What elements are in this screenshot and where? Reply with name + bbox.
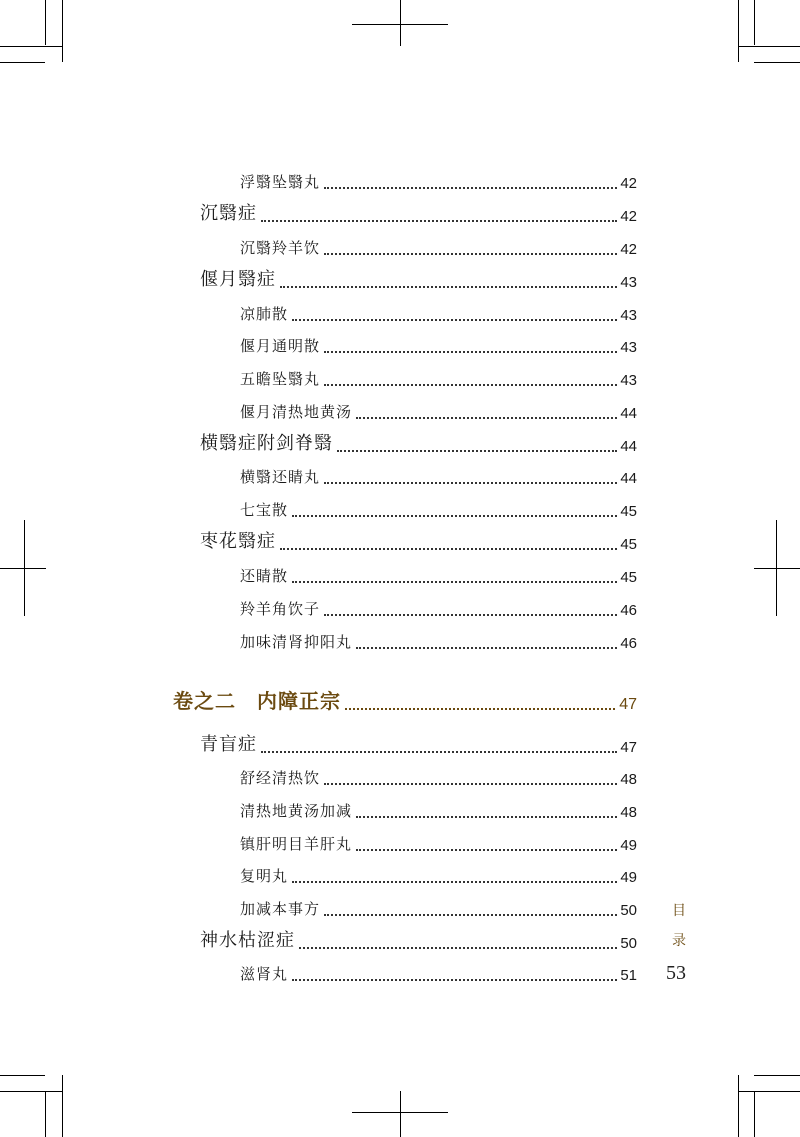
toc-formula-entry — [0, 168, 800, 198]
dot-leader — [261, 220, 617, 222]
toc-entry-title: 枣花翳症 — [200, 527, 278, 553]
toc-entry-title: 横翳症附剑脊翳 — [200, 429, 335, 455]
dot-leader — [324, 614, 617, 616]
toc-entry-page: 46 — [620, 602, 637, 619]
toc-section-entry — [0, 201, 800, 231]
toc-entry-title: 偃月通明散 — [240, 337, 321, 355]
toc-entry-title: 还睛散 — [240, 567, 289, 585]
toc-entry-page: 47 — [620, 739, 637, 756]
dot-leader — [292, 319, 617, 321]
toc-entry-title: 加味清肾抑阳丸 — [240, 633, 353, 651]
dot-leader — [292, 979, 617, 981]
dot-leader — [292, 881, 617, 883]
toc-formula-entry — [0, 332, 800, 362]
toc-entry-page: 49 — [620, 869, 637, 886]
toc-entry-page: 44 — [620, 405, 637, 422]
dot-leader — [292, 581, 617, 583]
toc-entry-page: 44 — [620, 438, 637, 455]
toc-entry-page: 45 — [620, 569, 637, 586]
toc-section-entry — [0, 732, 800, 762]
toc-formula-entry — [0, 300, 800, 330]
dot-leader — [324, 482, 617, 484]
dot-leader — [299, 947, 617, 949]
dot-leader — [261, 751, 617, 753]
toc-formula-entry — [0, 830, 800, 860]
toc-entry-page: 51 — [620, 967, 637, 984]
page-number: 53 — [666, 962, 686, 984]
toc-section-entry — [0, 431, 800, 461]
toc-entry-title: 神水枯涩症 — [200, 926, 297, 952]
toc-entry-title: 七宝散 — [240, 501, 289, 519]
toc-formula-entry — [0, 463, 800, 493]
toc-entry-page: 43 — [620, 339, 637, 356]
toc-entry-title: 偃月清热地黄汤 — [240, 403, 353, 421]
toc-entry-title: 羚羊角饮子 — [240, 600, 321, 618]
toc-entry-title: 沉翳症 — [200, 199, 259, 225]
toc-entry-title: 舒经清热饮 — [240, 769, 321, 787]
toc-entry-page: 48 — [620, 771, 637, 788]
toc-entry-page: 50 — [620, 935, 637, 952]
toc-entry-page: 49 — [620, 837, 637, 854]
toc-entry-title: 复明丸 — [240, 867, 289, 885]
dot-leader — [280, 286, 617, 288]
toc-entry-page: 42 — [620, 175, 637, 192]
toc-entry-title: 清热地黄汤加减 — [240, 802, 353, 820]
toc-formula-entry — [0, 496, 800, 526]
toc-formula-entry — [0, 398, 800, 428]
dot-leader — [324, 384, 617, 386]
toc-section-entry — [0, 529, 800, 559]
toc-formula-entry — [0, 764, 800, 794]
toc-entry-title: 横翳还睛丸 — [240, 468, 321, 486]
dot-leader — [324, 914, 617, 916]
toc-formula-entry — [0, 628, 800, 658]
dot-leader — [324, 253, 617, 255]
toc-formula-entry — [0, 234, 800, 264]
dot-leader — [280, 548, 617, 550]
toc-entry-title: 加减本事方 — [240, 900, 321, 918]
toc-entry-page: 45 — [620, 536, 637, 553]
dot-leader — [356, 417, 617, 419]
toc-entry-page: 45 — [620, 503, 637, 520]
toc-entry-title: 卷之二 内障正宗 — [173, 685, 343, 714]
toc-entry-page: 50 — [620, 902, 637, 919]
toc-entry-page: 42 — [620, 241, 637, 258]
dot-leader — [356, 816, 617, 818]
toc-entry-page: 43 — [620, 307, 637, 324]
toc-formula-entry — [0, 562, 800, 592]
toc-entry-page: 46 — [620, 635, 637, 652]
toc-entry-title: 滋肾丸 — [240, 965, 289, 983]
dot-leader — [292, 515, 617, 517]
toc-formula-entry — [0, 365, 800, 395]
toc-entry-title: 镇肝明目羊肝丸 — [240, 835, 353, 853]
toc-section-entry — [0, 267, 800, 297]
toc-entry-title: 凉肺散 — [240, 305, 289, 323]
toc-formula-entry — [0, 595, 800, 625]
toc-formula-entry — [0, 797, 800, 827]
dot-leader — [356, 849, 617, 851]
toc-formula-entry — [0, 862, 800, 892]
toc-entry-page: 47 — [619, 696, 637, 713]
toc-chapter-heading — [0, 690, 800, 720]
dot-leader — [324, 351, 617, 353]
dot-leader — [345, 708, 615, 710]
dot-leader — [356, 647, 617, 649]
toc-entry-title: 偃月翳症 — [200, 265, 278, 291]
dot-leader — [324, 187, 617, 189]
toc-entry-page: 44 — [620, 470, 637, 487]
toc-entry-page: 42 — [620, 208, 637, 225]
toc-entry-page: 48 — [620, 804, 637, 821]
toc-entry-page: 43 — [620, 372, 637, 389]
dot-leader — [337, 450, 617, 452]
side-label-mu: 目 — [672, 903, 686, 919]
toc-entry-title: 五瞻坠翳丸 — [240, 370, 321, 388]
dot-leader — [324, 783, 617, 785]
toc-entry-page: 43 — [620, 274, 637, 291]
toc-entry-title: 浮翳坠翳丸 — [240, 173, 321, 191]
side-label-lu: 录 — [672, 933, 686, 949]
toc-entry-title: 青盲症 — [200, 730, 259, 756]
toc-entry-title: 沉翳羚羊饮 — [240, 239, 321, 257]
